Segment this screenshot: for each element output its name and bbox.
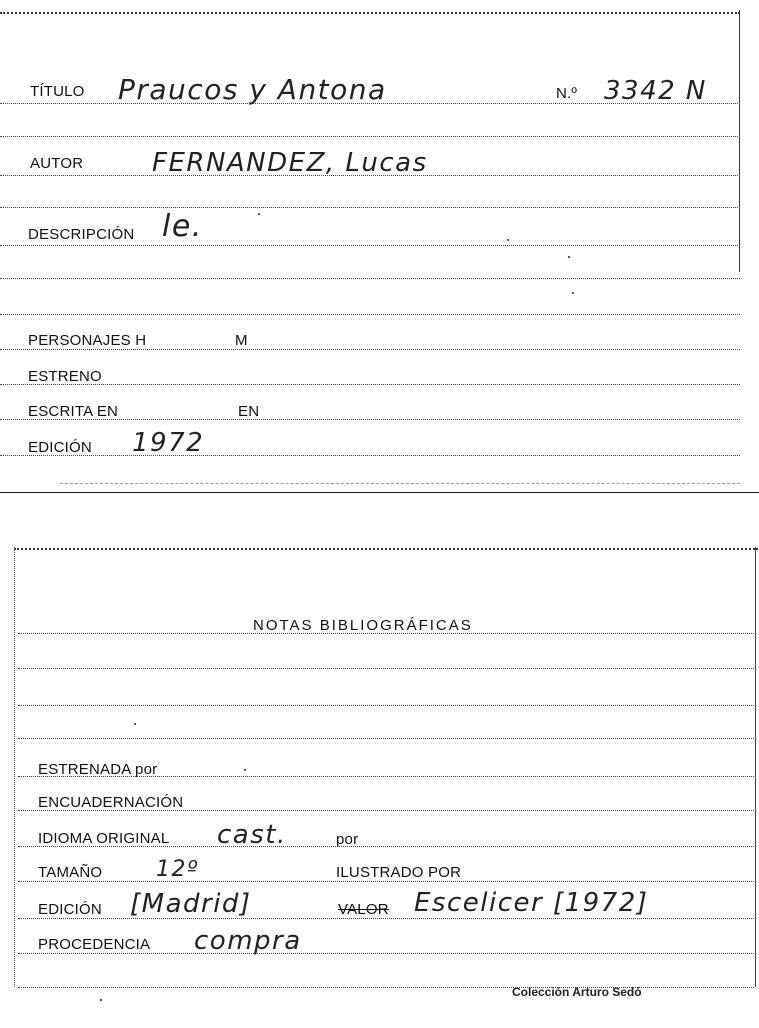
top-edge xyxy=(0,12,740,14)
escrita-en2-label: EN xyxy=(238,403,260,420)
autor-value: FERNANDEZ, Lucas xyxy=(152,148,428,178)
row-line xyxy=(0,207,740,208)
speck xyxy=(244,769,246,771)
descripcion-value: le. xyxy=(162,209,203,244)
row-line xyxy=(0,419,740,420)
personajes-label: PERSONAJES H xyxy=(28,332,147,349)
catalog-card-back xyxy=(14,547,758,997)
top-edge xyxy=(14,548,758,550)
edicion2-label: EDICIÓN xyxy=(38,901,102,918)
valor-label: VALOR xyxy=(338,901,389,918)
encuadernacion-label: ENCUADERNACIÓN xyxy=(38,794,184,811)
card-bottom-edge xyxy=(0,492,759,493)
titulo-label: TÍTULO xyxy=(30,83,85,100)
tamano-label: TAMAÑO xyxy=(38,864,103,881)
catalog-card-front xyxy=(0,0,740,493)
speck xyxy=(572,292,574,294)
estreno-label: ESTRENO xyxy=(28,368,102,385)
estrenada-label: ESTRENADA por xyxy=(38,761,158,778)
procedencia-value: compra xyxy=(194,926,302,956)
descripcion-label: DESCRIPCIÓN xyxy=(28,226,135,243)
row-line xyxy=(0,175,740,176)
bottom-dashes xyxy=(60,483,740,484)
tamano-value: 12º xyxy=(156,857,199,882)
row-line xyxy=(0,278,740,279)
numero-value: 3342 N xyxy=(604,76,707,106)
escrita-en-label: ESCRITA EN xyxy=(28,403,119,420)
edicion2-value: [Madrid] xyxy=(130,889,252,919)
numero-label: N.º xyxy=(556,85,578,102)
procedencia-label: PROCEDENCIA xyxy=(38,936,151,953)
speck xyxy=(568,256,570,258)
row-line xyxy=(18,738,754,739)
row-line xyxy=(18,881,754,882)
right-edge xyxy=(755,547,756,987)
valor-value: Escelicer [1972] xyxy=(414,888,649,918)
row-line xyxy=(18,810,754,811)
speck xyxy=(258,213,260,215)
autor-label: AUTOR xyxy=(30,155,84,172)
edicion-label: EDICIÓN xyxy=(28,439,92,456)
right-edge xyxy=(739,10,740,272)
row-line xyxy=(0,245,740,246)
row-line xyxy=(18,987,754,988)
idioma-label: IDIOMA ORIGINAL xyxy=(38,830,170,847)
row-line xyxy=(0,384,740,385)
titulo-value: Praucos y Antona xyxy=(118,73,387,106)
row-line xyxy=(0,314,740,315)
row-line xyxy=(0,103,740,104)
idioma-value: cast. xyxy=(217,820,287,850)
por-label: por xyxy=(336,831,359,848)
personajes-m-label: M xyxy=(235,332,248,349)
row-line xyxy=(18,953,754,954)
row-line xyxy=(18,705,754,706)
collection-footer: Colección Arturo Sedó xyxy=(512,985,642,999)
left-edge xyxy=(14,547,15,987)
row-line xyxy=(0,136,740,137)
notas-heading: NOTAS BIBLIOGRÁFICAS xyxy=(253,617,473,634)
row-line xyxy=(18,776,754,777)
row-line xyxy=(0,455,740,456)
row-line xyxy=(0,349,740,350)
ilustrado-label: ILUSTRADO POR xyxy=(336,864,462,881)
speck xyxy=(100,999,102,1001)
row-line xyxy=(18,668,754,669)
speck xyxy=(134,723,136,725)
row-line xyxy=(18,918,754,919)
edicion-value: 1972 xyxy=(132,428,205,458)
speck xyxy=(507,239,509,241)
row-line xyxy=(18,846,754,847)
row-line xyxy=(18,633,754,634)
